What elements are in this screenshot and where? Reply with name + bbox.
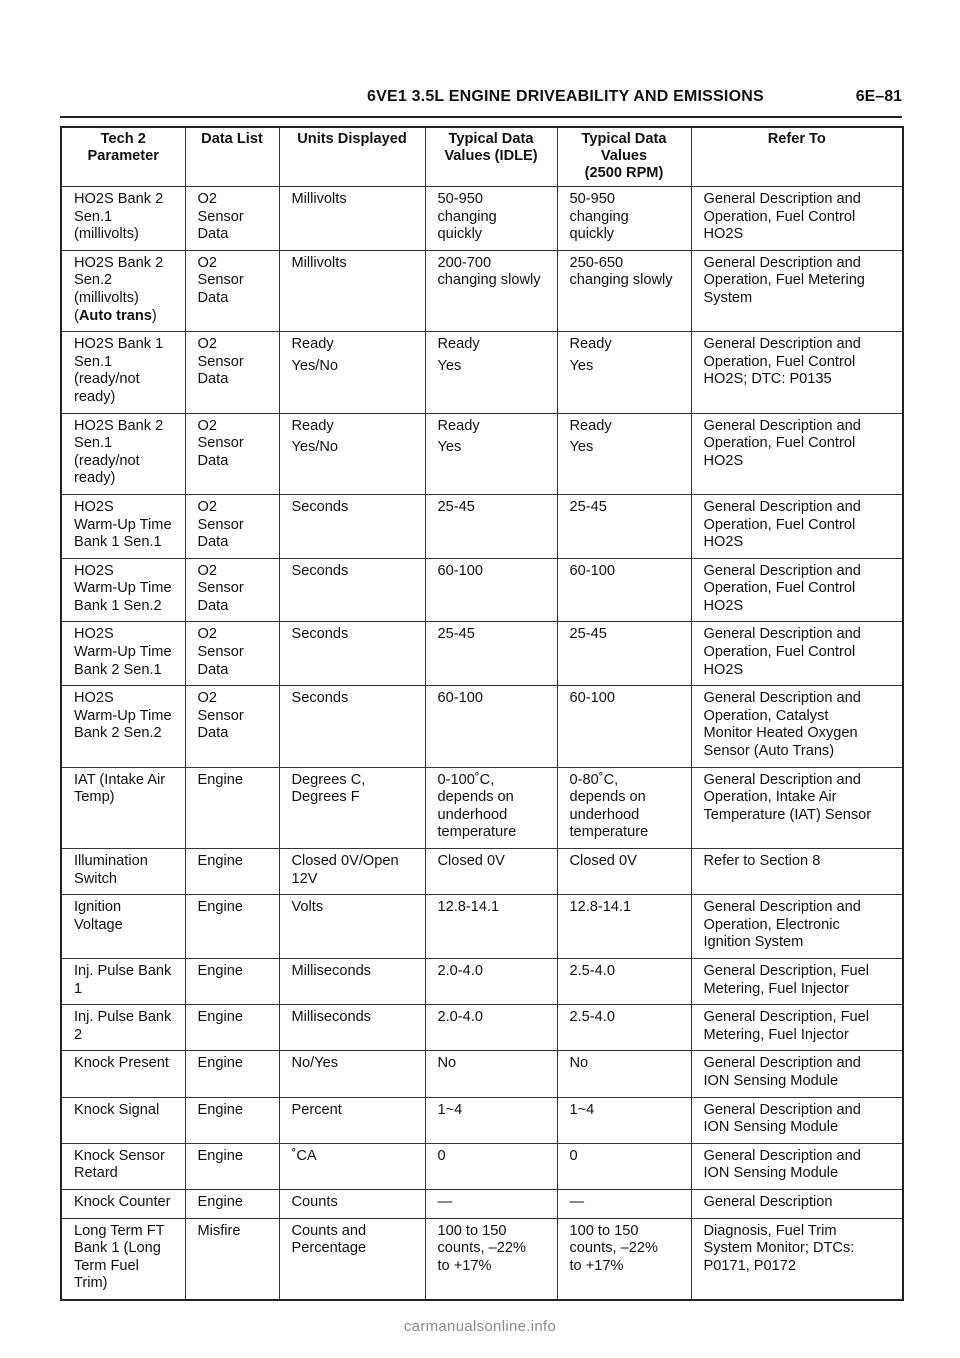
cell-rpm-line2: Yes [569,357,594,374]
cell-units [279,332,425,413]
table-row [61,558,903,622]
col-header-idle: Typical Data Values (IDLE) [425,127,557,187]
cell-parameter: Knock Counter [61,1189,185,1218]
cell-refer-to: General Description and Operation, Fuel Control HO2S [691,558,903,622]
cell-2500rpm: 60-100 [557,686,691,767]
cell-parameter: Inj. Pulse Bank 1 [61,958,185,1004]
cell-parameter: Long Term FT Bank 1 (Long Term Fuel Trim) [61,1218,185,1300]
cell-units: Volts [279,895,425,959]
table-row [61,958,903,1004]
cell-refer-to: General Description and ION Sensing Module [691,1143,903,1189]
cell-units: Seconds [279,494,425,558]
cell-parameter: Illumination Switch [61,849,185,895]
col-header-2500rpm: Typical Data Values (2500 RPM) [557,127,691,187]
cell-2500rpm: 2.5-4.0 [557,958,691,1004]
cell-rpm-line2: Yes [569,439,594,456]
cell-2500rpm: Closed 0V [557,849,691,895]
cell-2500rpm: 0 [557,1143,691,1189]
cell-2500rpm: No [557,1051,691,1097]
table-row [61,1005,903,1051]
col-header-parameter: Tech 2 Parameter [61,127,185,187]
table-row [61,686,903,767]
cell-refer-to: General Description and Operation, Fuel Metering System [691,250,903,331]
tech2-parameter-table [60,126,904,1301]
cell-idle: 60-100 [425,686,557,767]
cell-refer-to: General Description and Operation, Catalyst Monitor Heated Oxygen Sensor (Auto Trans) [691,686,903,767]
cell-refer-to: General Description [691,1189,903,1218]
cell-idle: 12.8-14.1 [425,895,557,959]
cell-data-list: O2 Sensor Data [185,622,279,686]
col-header-refer-to: Refer To [691,127,903,187]
cell-2500rpm: 25-45 [557,494,691,558]
cell-2500rpm: 12.8-14.1 [557,895,691,959]
cell-refer-to: General Description and ION Sensing Module [691,1051,903,1097]
cell-2500rpm: 25-45 [557,622,691,686]
table-header-row [61,127,903,187]
cell-parameter: HO2S Warm-Up Time Bank 2 Sen.1 [61,622,185,686]
cell-rpm-line1: Ready [569,336,612,353]
cell-units: Seconds [279,686,425,767]
cell-idle: 0 [425,1143,557,1189]
cell-idle: 1~4 [425,1097,557,1143]
cell-idle: — [425,1189,557,1218]
cell-2500rpm: 60-100 [557,558,691,622]
cell-data-list: O2 Sensor Data [185,332,279,413]
watermark: carmanualsonline.info [403,1318,557,1335]
table-row [61,895,903,959]
table-row [61,767,903,848]
cell-refer-to: General Description and Operation, Fuel Control HO2S [691,494,903,558]
cell-units-line1: Ready [291,417,334,434]
header-rule [60,116,902,118]
table-row [61,1097,903,1143]
cell-data-list: Engine [185,895,279,959]
cell-2500rpm: 0-80˚C, depends on underhood temperature [557,767,691,848]
cell-data-list: Engine [185,1005,279,1051]
cell-refer-to: General Description and Operation, Fuel Control HO2S [691,187,903,251]
cell-data-list: Engine [185,1189,279,1218]
cell-idle: 0-100˚C, depends on underhood temperature [425,767,557,848]
cell-parameter: Inj. Pulse Bank 2 [61,1005,185,1051]
cell-parameter: Knock Present [61,1051,185,1097]
cell-data-list: Engine [185,1051,279,1097]
table-row [61,494,903,558]
cell-idle: 2.0-4.0 [425,958,557,1004]
cell-refer-to: General Description and ION Sensing Module [691,1097,903,1143]
cell-idle-line2: Yes [437,357,462,374]
table-row [61,622,903,686]
table-row [61,1051,903,1097]
cell-idle: Closed 0V [425,849,557,895]
cell-units: Milliseconds [279,958,425,1004]
cell-refer-to: General Description and Operation, Fuel Control HO2S [691,622,903,686]
cell-2500rpm [557,413,691,494]
cell-units [279,413,425,494]
cell-idle: 100 to 150 counts, –22% to +17% [425,1218,557,1300]
cell-idle: 25-45 [425,494,557,558]
cell-units: Counts [279,1189,425,1218]
table-row [61,1189,903,1218]
table-row [61,250,903,331]
cell-refer-to: Refer to Section 8 [691,849,903,895]
cell-2500rpm: 2.5-4.0 [557,1005,691,1051]
cell-data-list: Engine [185,1143,279,1189]
cell-data-list: O2 Sensor Data [185,494,279,558]
cell-2500rpm: 1~4 [557,1097,691,1143]
cell-data-list: Engine [185,849,279,895]
cell-idle-line2: Yes [437,439,462,456]
cell-refer-to: General Description, Fuel Metering, Fuel Injector [691,1005,903,1051]
cell-refer-to: General Description and Operation, Fuel Control HO2S; DTC: P0135 [691,332,903,413]
cell-data-list: O2 Sensor Data [185,250,279,331]
cell-parameter-text: HO2S Bank 2 Sen.2 (millivolts) ( [74,254,164,324]
cell-refer-to: General Description and Operation, Intake Air Temperature (IAT) Sensor [691,767,903,848]
cell-idle: 200-700 changing slowly [425,250,557,331]
cell-units: Milliseconds [279,1005,425,1051]
cell-idle: 60-100 [425,558,557,622]
cell-data-list: Engine [185,767,279,848]
cell-2500rpm: 100 to 150 counts, –22% to +17% [557,1218,691,1300]
cell-parameter: HO2S Bank 2 Sen.1 (ready/not ready) [61,413,185,494]
table-row [61,187,903,251]
cell-units: Seconds [279,558,425,622]
cell-units-line2: Yes/No [291,357,339,374]
cell-2500rpm: 50-950 changing quickly [557,187,691,251]
cell-2500rpm [557,332,691,413]
cell-parameter: Knock Signal [61,1097,185,1143]
cell-parameter-end: ) [151,307,157,324]
cell-data-list: Engine [185,958,279,1004]
cell-parameter: HO2S Warm-Up Time Bank 1 Sen.1 [61,494,185,558]
table-row [61,1143,903,1189]
cell-idle: No [425,1051,557,1097]
cell-data-list: O2 Sensor Data [185,413,279,494]
cell-idle-line1: Ready [437,417,480,434]
cell-parameter: HO2S Bank 2 Sen.1 (millivolts) [61,187,185,251]
cell-parameter: HO2S Bank 1 Sen.1 (ready/not ready) [61,332,185,413]
cell-units: Percent [279,1097,425,1143]
cell-units: Millivolts [279,187,425,251]
cell-2500rpm: — [557,1189,691,1218]
cell-parameter-bold: Auto trans [78,307,152,324]
cell-data-list: Misfire [185,1218,279,1300]
cell-rpm-line1: Ready [569,417,612,434]
cell-data-list: O2 Sensor Data [185,558,279,622]
cell-2500rpm: 250-650 changing slowly [557,250,691,331]
table-row [61,1218,903,1300]
cell-parameter [61,250,185,331]
cell-parameter: Ignition Voltage [61,895,185,959]
table-row [61,413,903,494]
col-header-units: Units Displayed [279,127,425,187]
cell-units-line2: Yes/No [291,439,339,456]
cell-idle: 50-950 changing quickly [425,187,557,251]
page-header [0,88,960,114]
cell-data-list: O2 Sensor Data [185,187,279,251]
table-row [61,849,903,895]
cell-idle [425,332,557,413]
cell-units: Millivolts [279,250,425,331]
cell-parameter: Knock Sensor Retard [61,1143,185,1189]
cell-parameter: IAT (Intake Air Temp) [61,767,185,848]
cell-parameter: HO2S Warm-Up Time Bank 1 Sen.2 [61,558,185,622]
cell-idle [425,413,557,494]
cell-units: ˚CA [279,1143,425,1189]
cell-units: Closed 0V/Open 12V [279,849,425,895]
cell-idle: 2.0-4.0 [425,1005,557,1051]
cell-parameter: HO2S Warm-Up Time Bank 2 Sen.2 [61,686,185,767]
cell-units: Seconds [279,622,425,686]
cell-data-list: O2 Sensor Data [185,686,279,767]
cell-units: Degrees C, Degrees F [279,767,425,848]
cell-refer-to: General Description, Fuel Metering, Fuel Injector [691,958,903,1004]
page-title: 6VE1 3.5L ENGINE DRIVEABILITY AND EMISSIONS [367,88,764,105]
cell-refer-to: General Description and Operation, Electronic Ignition System [691,895,903,959]
table-row [61,332,903,413]
cell-units-line1: Ready [291,336,334,353]
cell-units: No/Yes [279,1051,425,1097]
col-header-data-list: Data List [185,127,279,187]
cell-data-list: Engine [185,1097,279,1143]
cell-refer-to: Diagnosis, Fuel Trim System Monitor; DTCs: P0171, P0172 [691,1218,903,1300]
cell-refer-to: General Description and Operation, Fuel Control HO2S [691,413,903,494]
cell-idle-line1: Ready [437,336,480,353]
page-number: 6E–81 [855,88,902,105]
cell-units: Counts and Percentage [279,1218,425,1300]
cell-idle: 25-45 [425,622,557,686]
